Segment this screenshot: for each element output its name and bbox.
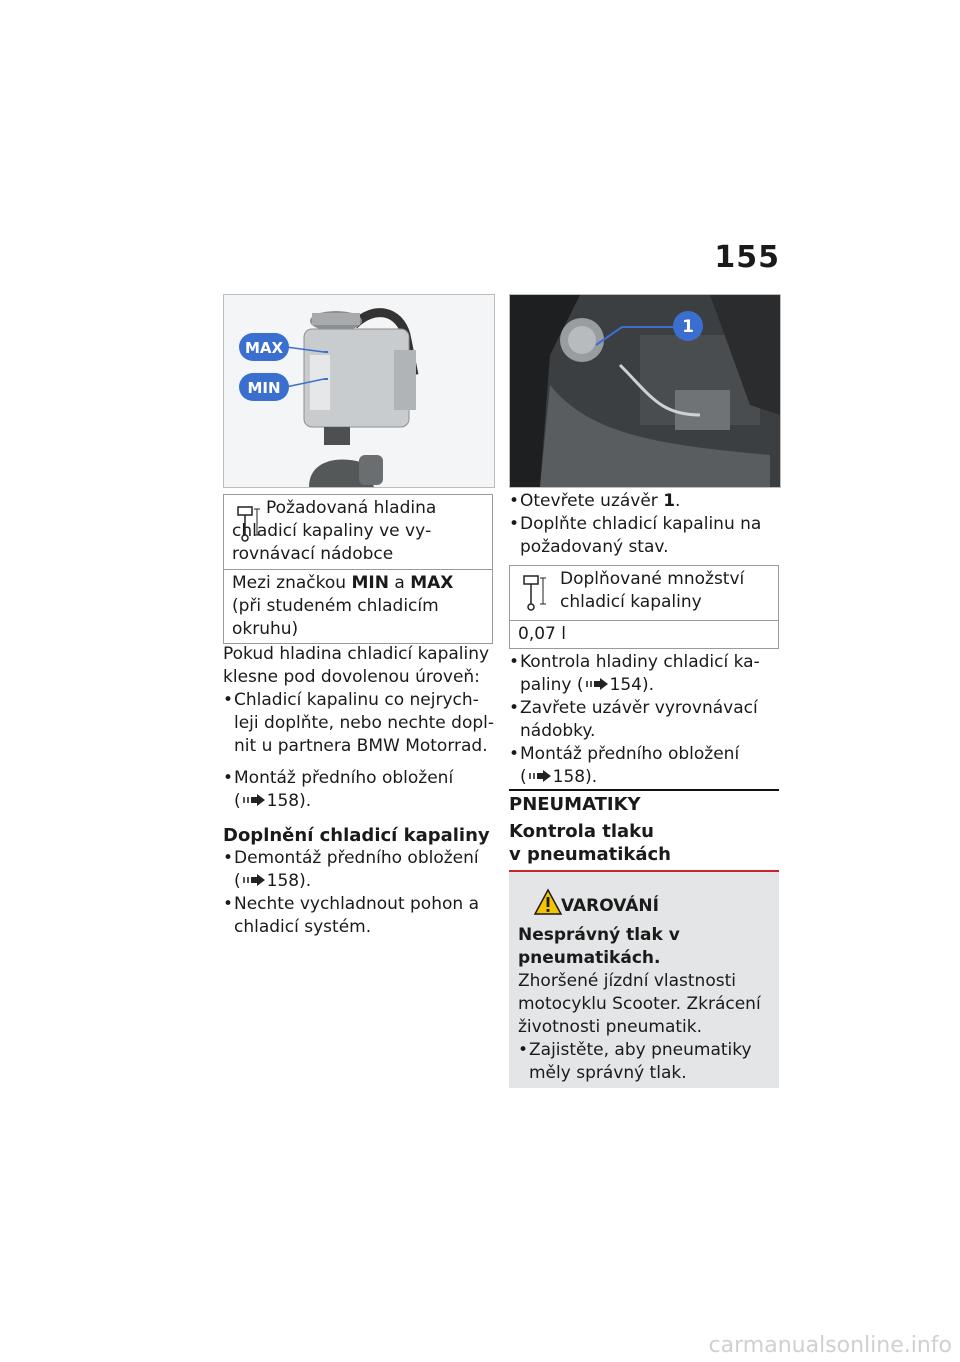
right-list-1: [509, 490, 779, 559]
page-ref-link[interactable]: 158).: [552, 767, 598, 787]
callout-ref: 1: [663, 491, 676, 511]
subsection-title-line: Kontrola tlaku: [509, 821, 654, 842]
spec-value-pre: Mezi značkou: [232, 573, 352, 593]
list-item: • Nechte vychladnout pohon a chladicí systém.: [223, 893, 495, 939]
spec-value-cell: [224, 569, 492, 643]
left-column: [223, 643, 495, 939]
section-title: PNEUMATIKY: [509, 794, 641, 815]
warning-body: Zhoršené jízdní vlastnosti motocyklu Scooter. Zkrácení životnosti pneumatik.: [518, 971, 761, 1037]
coolant-intro: Pokud hladina chladicí kapaliny klesne pod dovolenou úroveň:: [223, 644, 490, 687]
page-ref-link[interactable]: 158).: [266, 871, 312, 891]
list-item: [509, 490, 779, 513]
engine-bay-photo: [510, 295, 780, 487]
filler-cap-figure: [509, 294, 781, 488]
spec-min: MIN: [351, 573, 389, 593]
page-number: 155: [714, 240, 780, 275]
ref-open: (: [234, 791, 241, 811]
fluid-level-icon: [520, 572, 548, 614]
page-ref-arrow-icon: [586, 678, 608, 690]
section-divider: [509, 789, 779, 791]
warning-box: [509, 870, 779, 1088]
ref-open: (: [234, 871, 241, 891]
coolant-tank-illustration: [224, 295, 494, 487]
fill-quantity-spec: [509, 565, 779, 649]
spec-title-cell: [224, 495, 492, 569]
list-item: • Chladicí kapalinu co nejrychleji doplňte, nebo nechte doplnit u partnera BMW Motorrad.: [223, 689, 495, 758]
footer-watermark: carmanualsonline.info: [708, 1333, 952, 1358]
list-item-text: Montáž předního obložení: [234, 768, 454, 788]
page-ref-arrow-icon: [243, 794, 265, 806]
refill-heading: Doplnění chladicí kapaliny: [223, 825, 490, 846]
page-ref-arrow-icon: [243, 874, 265, 886]
list-item-text: Montáž předního obložení: [520, 744, 740, 764]
left-list-3: [223, 847, 495, 939]
warning-content: [518, 924, 774, 1085]
list-item: • Zajistěte, aby pneumatiky měly správný tlak.: [518, 1039, 774, 1085]
fluid-level-icon: [234, 503, 262, 545]
list-item-text: Kontrola hladiny chladicí kapaliny (: [520, 652, 760, 695]
spec-title: Doplňované množství chladicí kapaliny: [560, 569, 745, 612]
callout-1: 1: [682, 317, 694, 337]
list-item: [509, 743, 779, 789]
spec-mid: a: [388, 573, 411, 593]
spec-max: MAX: [410, 573, 454, 593]
subsection-title: [509, 820, 671, 866]
ref-open: (: [520, 767, 527, 787]
warning-label: VAROVÁNÍ: [561, 896, 659, 916]
spec-value: 0,07 l: [510, 620, 778, 648]
coolant-tank-figure: [223, 294, 495, 488]
list-item-text: Demontáž předního obložení: [234, 848, 479, 868]
min-label: MIN: [247, 379, 281, 397]
spec-title-cell: [510, 566, 778, 620]
right-column: [509, 490, 779, 789]
list-item: [223, 847, 495, 893]
page-ref-arrow-icon: [529, 770, 551, 782]
list-item: • Doplňte chladicí kapalinu na požadovaný stav.: [509, 513, 779, 559]
list-item-text: Otevřete uzávěr: [520, 491, 664, 511]
warning-list: [518, 1039, 774, 1085]
left-list-1: [223, 689, 495, 758]
list-item: [509, 651, 779, 697]
subsection-title-line: v pneumatikách: [509, 844, 671, 865]
list-item: [223, 767, 495, 813]
spec-value-post: (při studeném chladicím okruhu): [232, 596, 439, 639]
page-ref-link[interactable]: 154).: [609, 675, 655, 695]
page-ref-link[interactable]: 158).: [266, 791, 312, 811]
list-item-end: .: [675, 491, 681, 511]
coolant-level-spec: [223, 494, 493, 644]
left-list-2: [223, 767, 495, 813]
list-item: • Zavřete uzávěr vyrovnávací nádobky.: [509, 697, 779, 743]
spec-title: Požadovaná hladina chladicí kapaliny ve vyrovnávací nádobce: [232, 498, 437, 564]
warning-heading: Nesprávný tlak v pneumatikách.: [518, 925, 680, 968]
warning-triangle-icon: [533, 888, 563, 916]
max-label: MAX: [244, 339, 284, 357]
right-list-2: [509, 651, 779, 789]
